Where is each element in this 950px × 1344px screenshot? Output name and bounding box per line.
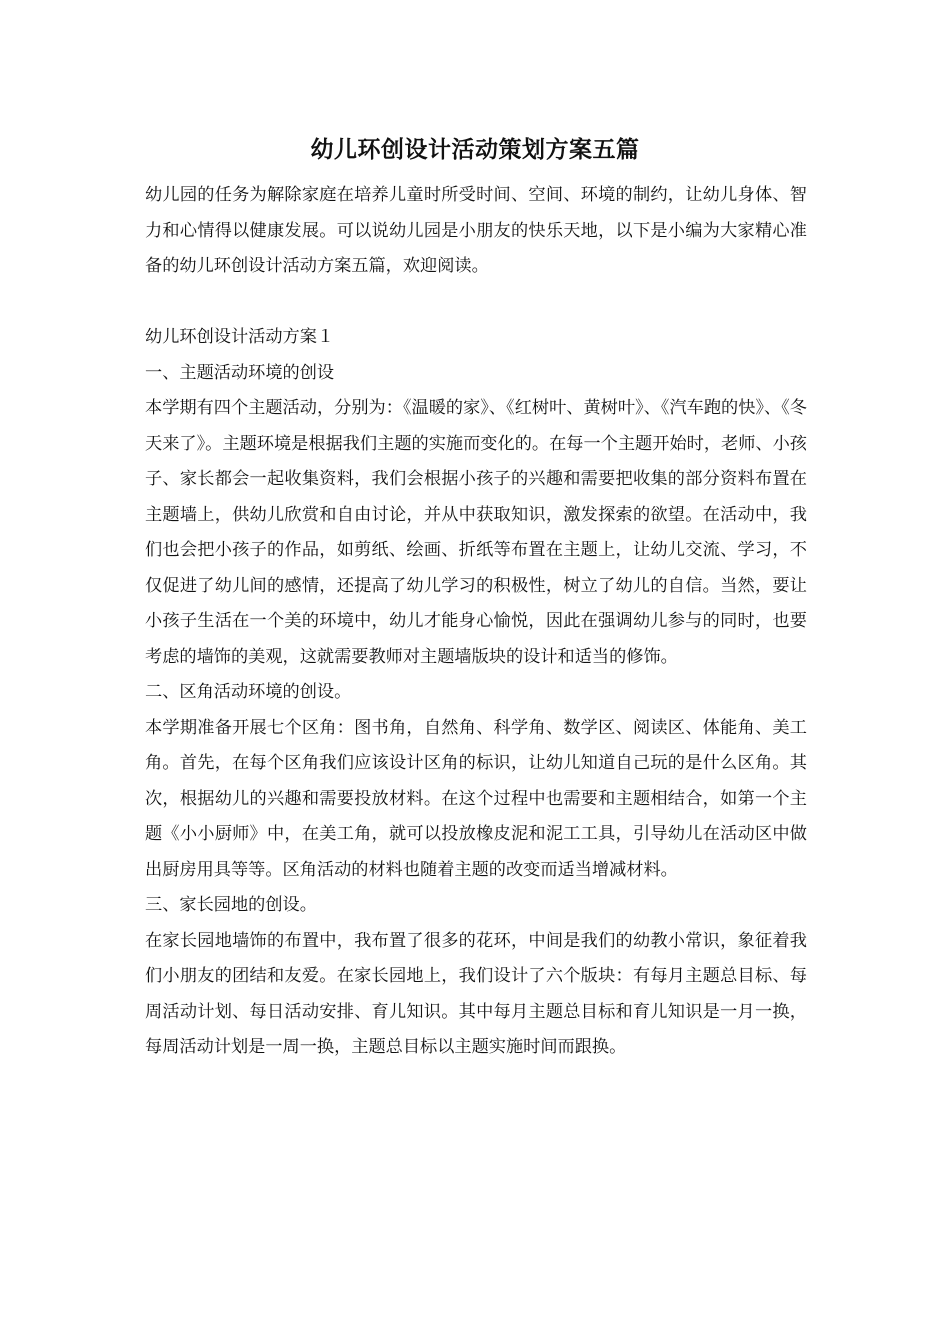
subheading-corner-environment: 二、区角活动环境的创设。	[145, 682, 352, 702]
paragraph-parents-garden: 在家长园地墙饰的布置中，我布置了很多的花环，中间是我们的幼教小常识，象征着我们小朋友的团结和友爱。在家长园地上，我们设计了六个版块：有每月主题总目标、每周活动计划、每日活动安排、育儿知识。其中每月主题总目标和育儿知识是一月一换，每周活动计划是一周一换，主题总目标以主题实施时间而跟换。	[145, 930, 807, 1057]
subheading-theme-environment: 一、主题活动环境的创设	[145, 362, 335, 383]
subheading-parents-garden: 三、家长园地的创设。	[145, 895, 317, 915]
paragraph-spacer	[145, 285, 807, 321]
section-heading: 幼儿环创设计活动方案１	[145, 327, 335, 347]
document-title: 幼儿环创设计活动策划方案五篇	[310, 136, 640, 163]
intro-paragraph: 幼儿园的任务为解除家庭在培养儿童时所受时间、空间、环境的制约，让幼儿身体、智力和心情得以健康发展。可以说幼儿园是小朋友的快乐天地，以下是小编为大家精心准备的幼儿环创设计活动方案五篇，欢迎阅读。	[145, 185, 807, 276]
paragraph-theme-environment: 本学期有四个主题活动，分别为：《温暖的家》、《红树叶、黄树叶》、《汽车跑的快》、《冬天来了》。主题环境是根据我们主题的实施而变化的。在每一个主题开始时，老师、小孩子、家长都会一起收集资料，我们会根据小孩子的兴趣和需要把收集的部分资料布置在主题墙上，供幼儿欣赏和自由讨论，并从中获取知识，激发探索的欲望。在活动中，我们也会把小孩子的作品，如剪纸、绘画、折纸等布置在主题上，让幼儿交流、学习，不仅促进了幼儿间的感情，还提高了幼儿学习的积极性，树立了幼儿的自信。当然，要让小孩子生活在一个美的环境中，幼儿才能身心愉悦，因此在强调幼儿参与的同时，也要考虑的墙饰的美观，这就需要教师对主题墙版块的设计和适当的修饰。	[145, 398, 807, 667]
document-body	[145, 178, 807, 1066]
paragraph-corner-environment: 本学期准备开展七个区角：图书角，自然角、科学角、数学区、阅读区、体能角、美工角。首先，在每个区角我们应该设计区角的标识，让幼儿知道自己玩的是什么区角。其次，根据幼儿的兴趣和需要投放材料。在这个过程中也需要和主题相结合，如第一个主题《小小厨师》中，在美工角，就可以投放橡皮泥和泥工工具，引导幼儿在活动区中做出厨房用具等等。区角活动的材料也随着主题的改变而适当增减材料。	[145, 717, 807, 880]
